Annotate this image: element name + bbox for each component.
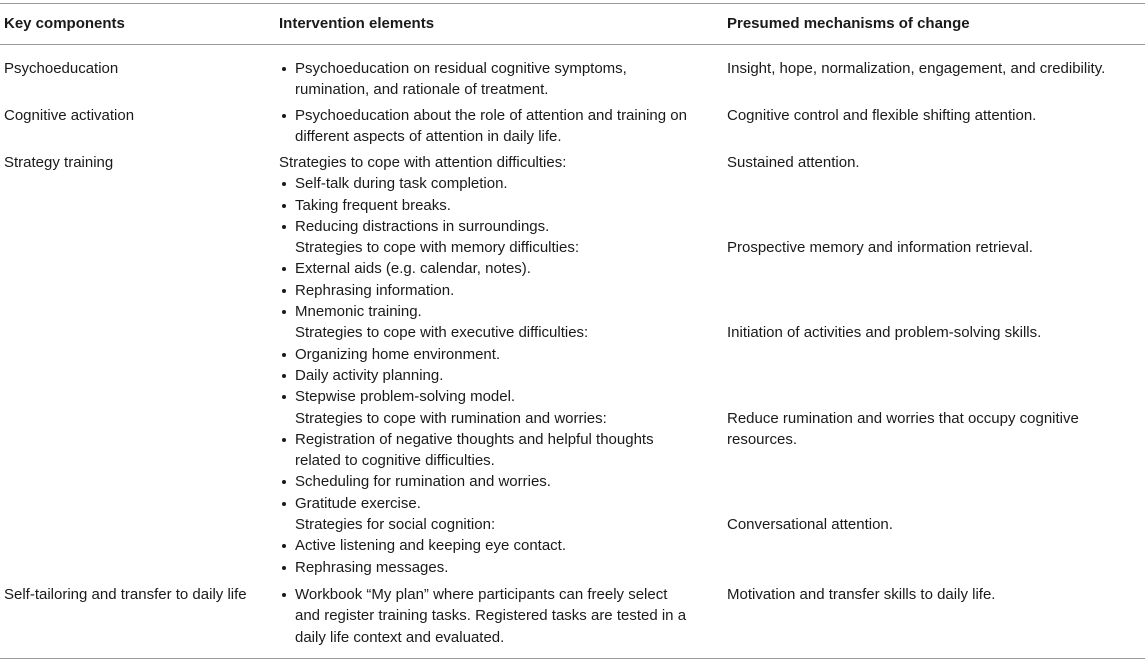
intervention-cell xyxy=(279,58,709,101)
header-rule xyxy=(0,44,1145,45)
table-bottom-rule xyxy=(0,658,1145,659)
mechanism-text: Prospective memory and information retrieval. xyxy=(727,239,1033,256)
bullet-continuation: different aspects of attention in daily life. xyxy=(295,128,562,146)
key-component-cell: Psychoeducation xyxy=(4,60,119,77)
bullet-item: Daily activity planning. xyxy=(279,365,709,386)
key-component-cell: Self-tailoring and transfer to daily life xyxy=(4,586,247,603)
mechanism-cell: Cognitive control and flexible shifting attention. xyxy=(727,107,1037,124)
bullet-item: Psychoeducation on residual cognitive symptoms, xyxy=(279,58,709,79)
bullet-item: External aids (e.g. calendar, notes). xyxy=(279,258,709,279)
header-intervention-elements: Intervention elements xyxy=(279,15,435,32)
mechanism-text: Sustained attention. xyxy=(727,154,860,171)
intervention-cell xyxy=(279,105,709,148)
mechanism-text: Initiation of activities and problem-solving skills. xyxy=(727,324,1042,341)
header-mechanisms: Presumed mechanisms of change xyxy=(727,15,970,32)
strategy-heading: Strategies for social cognition: xyxy=(295,516,496,534)
bullet-continuation: and register training tasks. Registered tasks are tested in a xyxy=(295,607,687,625)
bullet-continuation: related to cognitive difficulties. xyxy=(295,452,495,470)
bullet-continuation: rumination, and rationale of treatment. xyxy=(295,81,549,99)
strategy-heading: Strategies to cope with rumination and worries: xyxy=(295,409,607,427)
intervention-cell xyxy=(279,584,709,648)
bullet-item: Stepwise problem-solving model. xyxy=(279,386,709,407)
key-component-cell: Strategy training xyxy=(4,154,114,171)
mechanism-text: Conversational attention. xyxy=(727,516,893,533)
bullet-item: Rephrasing messages. xyxy=(279,557,709,578)
header-key-components: Key components xyxy=(4,15,125,32)
bullet-item: Active listening and keeping eye contact. xyxy=(279,535,709,556)
mechanism-text: resources. xyxy=(727,431,798,448)
bullet-item: Workbook “My plan” where participants can freely select xyxy=(279,584,709,605)
bullet-item: Reducing distractions in surroundings. xyxy=(279,216,709,237)
mechanism-text: Reduce rumination and worries that occupy cognitive xyxy=(727,410,1079,427)
bullet-item: Self-talk during task completion. xyxy=(279,173,709,194)
bullet-item: Mnemonic training. xyxy=(279,301,709,322)
strategy-heading: Strategies to cope with executive difficulties: xyxy=(295,324,589,342)
bullet-item: Gratitude exercise. xyxy=(279,493,709,514)
strategy-heading: Strategies to cope with attention difficulties: xyxy=(279,154,567,171)
bullet-item: Taking frequent breaks. xyxy=(279,195,709,216)
intervention-cell xyxy=(279,152,709,578)
mechanism-cell: Insight, hope, normalization, engagement, and credibility. xyxy=(727,60,1106,77)
key-component-cell: Cognitive activation xyxy=(4,107,135,124)
bullet-item: Scheduling for rumination and worries. xyxy=(279,471,709,492)
bullet-continuation: daily life context and evaluated. xyxy=(295,628,505,646)
mechanism-cell: Motivation and transfer skills to daily life. xyxy=(727,586,996,603)
strategy-heading: Strategies to cope with memory difficulties: xyxy=(295,239,580,257)
table-top-rule xyxy=(0,3,1145,4)
bullet-item: Rephrasing information. xyxy=(279,280,709,301)
bullet-item: Registration of negative thoughts and helpful thoughts xyxy=(279,429,709,450)
bullet-item: Organizing home environment. xyxy=(279,344,709,365)
bullet-item: Psychoeducation about the role of attention and training on xyxy=(279,105,709,126)
